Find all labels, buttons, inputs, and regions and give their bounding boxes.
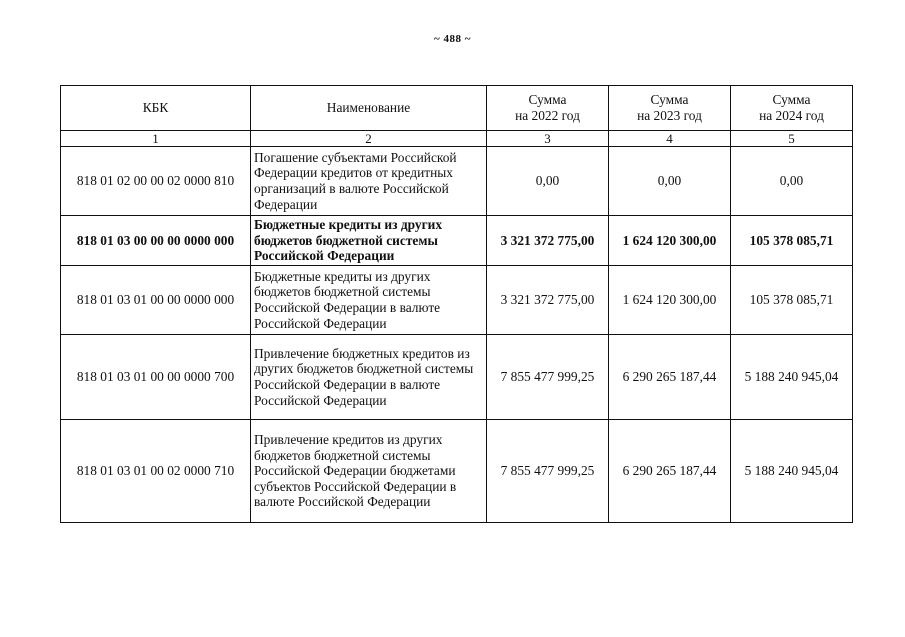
header-sum-2022-line1: Сумма <box>528 92 567 108</box>
sum-2024-cell: 0,00 <box>731 147 853 216</box>
sum-2022-cell: 7 855 477 999,25 <box>487 420 609 523</box>
sum-2022-cell: 7 855 477 999,25 <box>487 335 609 420</box>
header-name: Наименование <box>251 86 487 131</box>
sum-2024-cell: 5 188 240 945,04 <box>731 335 853 420</box>
sum-2024-cell: 105 378 085,71 <box>731 266 853 335</box>
header-sum-2023-line2: на 2023 год <box>637 108 702 123</box>
table-row <box>61 420 853 523</box>
kbk-cell: 818 01 03 01 00 02 0000 710 <box>61 420 251 523</box>
sum-2024-cell: 5 188 240 945,04 <box>731 420 853 523</box>
name-cell: Привлечение бюджетных кредитов из других бюджетов бюджетной системы Российской Федерации в валюте Российской Федерации <box>251 335 487 420</box>
name-cell: Привлечение кредитов из других бюджетов бюджетной системы Российской Федерации бюджетами субъектов Российской Федерации в валюте Российской Федерации <box>251 420 487 523</box>
header-sum-2023 <box>609 86 731 131</box>
table-row <box>61 147 853 216</box>
header-sum-2024 <box>731 86 853 131</box>
header-sum-2022-line2: на 2022 год <box>515 108 580 123</box>
header-sum-2023-line1: Сумма <box>650 92 689 108</box>
sum-2022-cell: 0,00 <box>487 147 609 216</box>
name-cell: Погашение субъектами Российской Федерации кредитов от кредитных организаций в валюте Российской Федерации <box>251 147 487 216</box>
page-number: ~ 488 ~ <box>434 33 471 45</box>
sum-2023-cell: 0,00 <box>609 147 731 216</box>
column-number: 5 <box>731 131 853 147</box>
header-sum-2024-line1: Сумма <box>772 92 811 108</box>
kbk-cell: 818 01 03 00 00 00 0000 000 <box>61 216 251 266</box>
header-row <box>61 86 853 131</box>
sum-2023-cell: 1 624 120 300,00 <box>609 266 731 335</box>
header-kbk: КБК <box>61 86 251 131</box>
column-number: 1 <box>61 131 251 147</box>
kbk-cell: 818 01 03 01 00 00 0000 700 <box>61 335 251 420</box>
budget-table <box>60 85 853 523</box>
header-sum-2024-line2: на 2024 год <box>759 108 824 123</box>
column-number: 3 <box>487 131 609 147</box>
kbk-cell: 818 01 03 01 00 00 0000 000 <box>61 266 251 335</box>
table-row <box>61 216 853 266</box>
sum-2023-cell: 1 624 120 300,00 <box>609 216 731 266</box>
column-number-row <box>61 131 853 147</box>
column-number: 4 <box>609 131 731 147</box>
name-cell: Бюджетные кредиты из других бюджетов бюджетной системы Российской Федерации в валюте Российской Федерации <box>251 266 487 335</box>
header-sum-2022 <box>487 86 609 131</box>
name-cell: Бюджетные кредиты из других бюджетов бюджетной системы Российской Федерации <box>251 216 487 266</box>
sum-2022-cell: 3 321 372 775,00 <box>487 216 609 266</box>
kbk-cell: 818 01 02 00 00 02 0000 810 <box>61 147 251 216</box>
sum-2023-cell: 6 290 265 187,44 <box>609 335 731 420</box>
table-row <box>61 335 853 420</box>
table-row <box>61 266 853 335</box>
sum-2022-cell: 3 321 372 775,00 <box>487 266 609 335</box>
sum-2024-cell: 105 378 085,71 <box>731 216 853 266</box>
sum-2023-cell: 6 290 265 187,44 <box>609 420 731 523</box>
column-number: 2 <box>251 131 487 147</box>
